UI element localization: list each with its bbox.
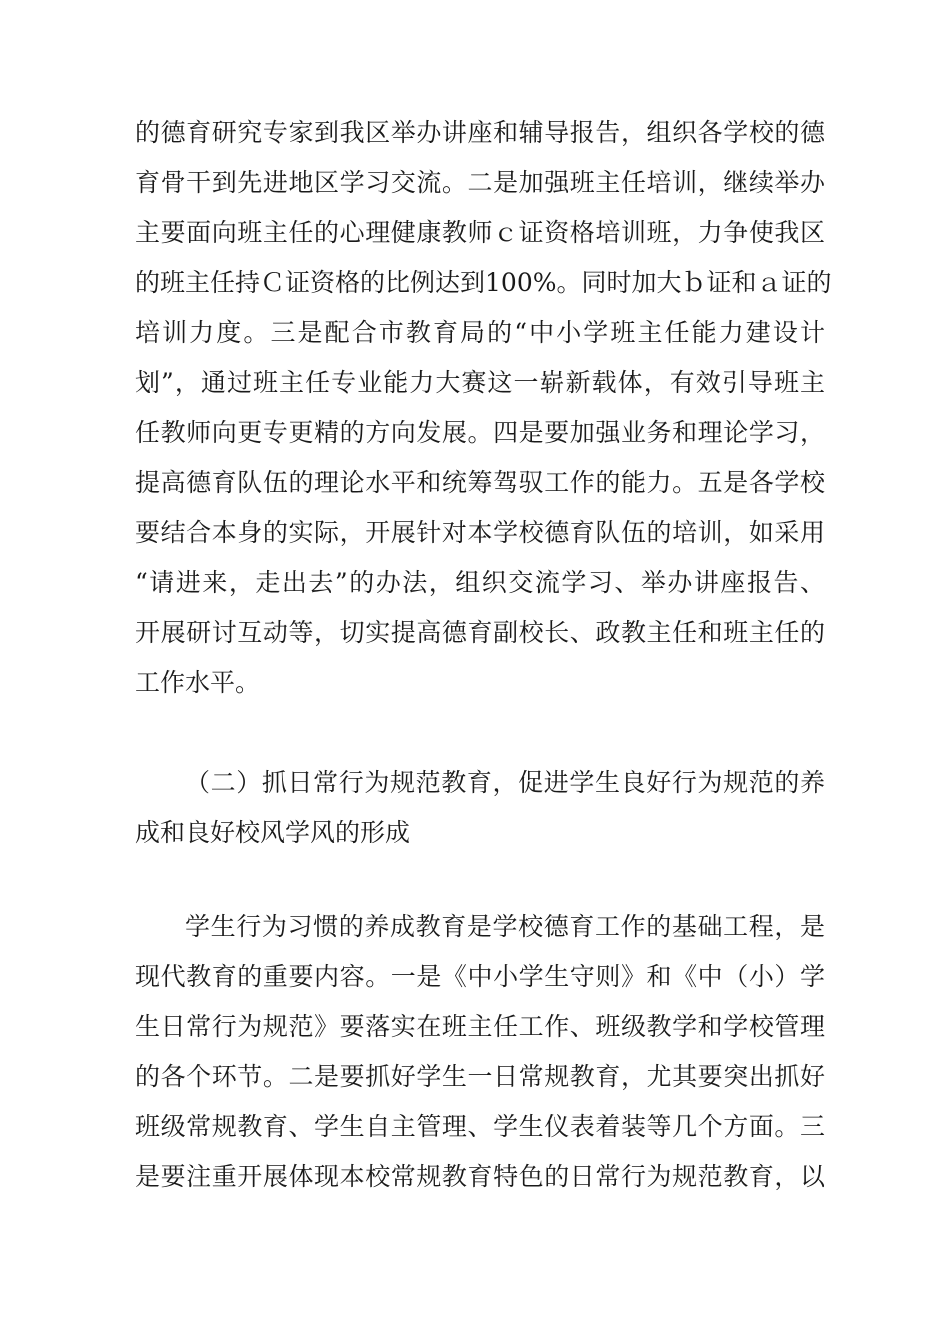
heading-line: 成和良好校风学风的形成 <box>135 818 411 847</box>
paragraph-line: 开展研讨互动等，切实提高德育副校长、政教主任和班主任的 <box>135 618 825 647</box>
paragraph-line: 学生行为习惯的养成教育是学校德育工作的基础工程，是 <box>185 912 825 941</box>
paragraph-line: 提高德育队伍的理论水平和统筹驾驭工作的能力。五是各学校 <box>135 468 825 497</box>
paragraph-line: 工作水平。 <box>135 668 261 697</box>
paragraph-line: 育骨干到先进地区学习交流。二是加强班主任培训，继续举办 <box>135 168 825 197</box>
paragraph-line: “请进来，走出去”的办法，组织交流学习、举办讲座报告、 <box>135 568 825 597</box>
paragraph-line: 任教师向更专更精的方向发展。四是要加强业务和理论学习， <box>135 418 825 447</box>
paragraph-line: 生日常行为规范》要落实在班主任工作、班级教学和学校管理 <box>135 1012 825 1041</box>
paragraph-line: 班级常规教育、学生自主管理、学生仪表着装等几个方面。三 <box>135 1112 825 1141</box>
heading-line: （二）抓日常行为规范教育，促进学生良好行为规范的养 <box>185 768 825 797</box>
paragraph-line: 是要注重开展体现本校常规教育特色的日常行为规范教育，以 <box>135 1162 825 1191</box>
paragraph-line: 的各个环节。二是要抓好学生一日常规教育，尤其要突出抓好 <box>135 1062 825 1091</box>
paragraph-line: 的德育研究专家到我区举办讲座和辅导报告，组织各学校的德 <box>135 118 825 147</box>
paragraph-line: 的班主任持Ｃ证资格的比例达到100%。同时加大ｂ证和ａ证的 <box>135 268 832 297</box>
paragraph-line: 要结合本身的实际，开展针对本学校德育队伍的培训，如采用 <box>135 518 825 547</box>
paragraph-line: 主要面向班主任的心理健康教师ｃ证资格培训班，力争使我区 <box>135 218 825 247</box>
paragraph-line: 培训力度。三是配合市教育局的“中小学班主任能力建设计 <box>135 318 825 347</box>
paragraph-line: 划”，通过班主任专业能力大赛这一崭新载体，有效引导班主 <box>135 368 825 397</box>
paragraph-line: 现代教育的重要内容。一是《中小学生守则》和《中（小）学 <box>135 962 825 991</box>
